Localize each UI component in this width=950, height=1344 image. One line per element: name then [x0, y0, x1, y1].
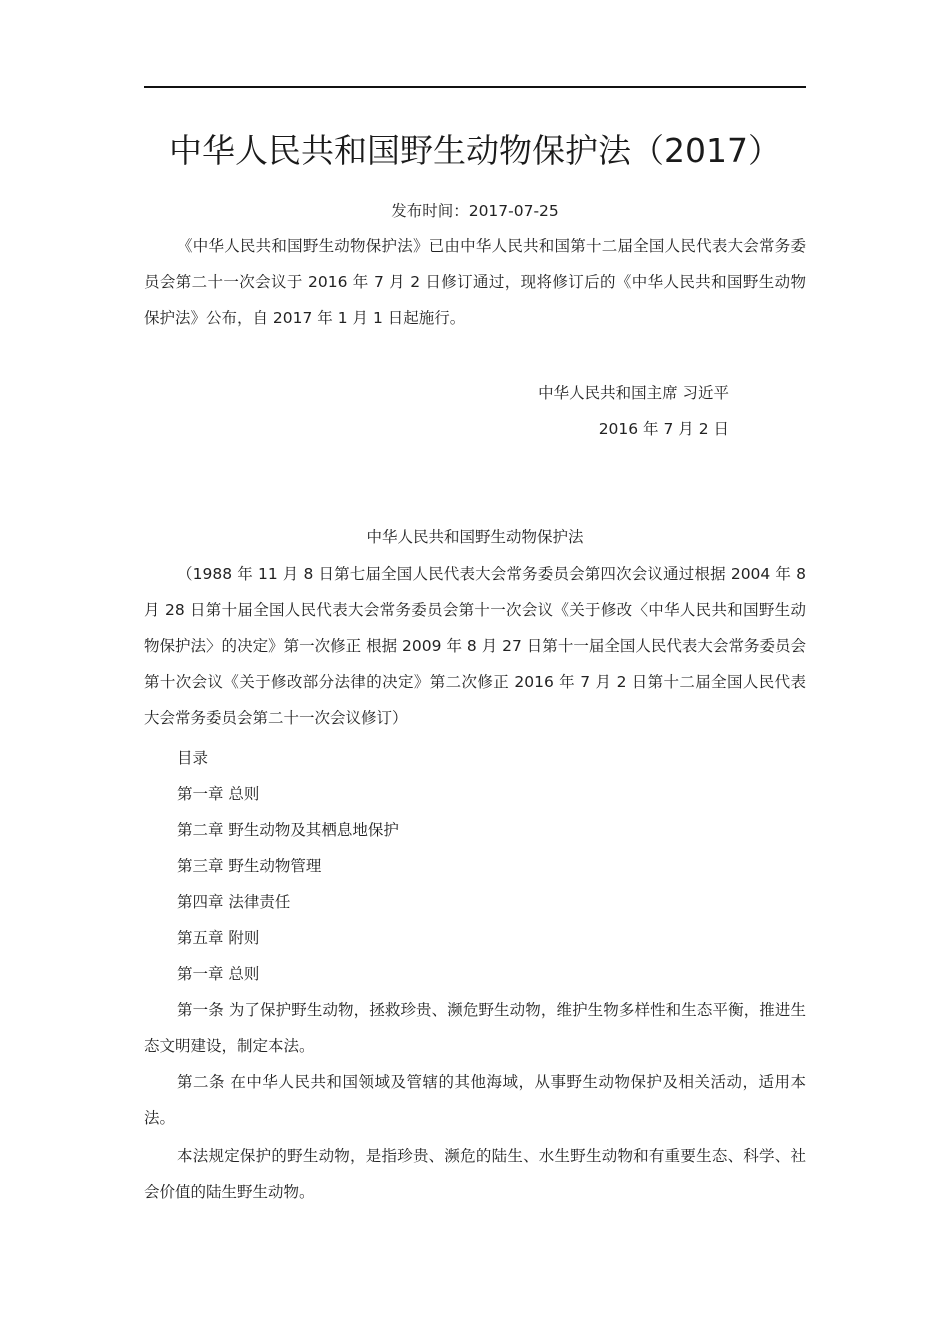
sign-date: 2016 年 7 月 2 日	[598, 420, 729, 438]
toc-item: 第五章 附则	[177, 929, 260, 947]
article-2-paragraph-2: 本法规定保护的野生动物，是指珍贵、濒危的陆生、水生野生动物和有重要生态、科学、社会价值的陆生野生动物。	[144, 1147, 806, 1201]
document-title: 中华人民共和国野生动物保护法（2017）	[169, 131, 781, 170]
announcement-paragraph: 《中华人民共和国野生动物保护法》已由中华人民共和国第十二届全国人民代表大会常务委员会第二十一次会议于 2016 年 7 月 2 日修订通过，现将修订后的《中华人民共和国野生动物保护法》公布，自 2017 年 1 月 1 日起施行。	[144, 237, 806, 327]
header-rule	[144, 86, 806, 88]
toc-item: 第二章 野生动物及其栖息地保护	[177, 821, 399, 839]
amendment-history: （1988 年 11 月 8 日第七届全国人民代表大会常务委员会第四次会议通过根据 2004 年 8 月 28 日第十届全国人民代表大会常务委员会第十一次会议《关于修改〈中华人民共和国野生动物保护法〉的决定》第一次修正 根据 2009 年 8 月 27 日第十一届全国人民代表大会常务委员会第十次会议《关于修改部分法律的决定》第二次修正 2016 年 7 月 2 日第十二届全国人民代表大会常务委员会第二十一次会议修订）	[144, 565, 806, 727]
law-title: 中华人民共和国野生动物保护法	[366, 528, 584, 546]
toc-item: 第一章 总则	[177, 785, 260, 803]
toc-item: 第三章 野生动物管理	[177, 857, 322, 875]
toc-item: 第四章 法律责任	[177, 893, 291, 911]
toc-heading: 目录	[177, 749, 209, 767]
publish-time: 发布时间：2017-07-25	[391, 202, 559, 220]
article-2: 第二条 在中华人民共和国领域及管辖的其他海域，从事野生动物保护及相关活动，适用本法。	[144, 1073, 806, 1127]
signatory: 中华人民共和国主席 习近平	[538, 384, 729, 402]
article-1: 第一条 为了保护野生动物，拯救珍贵、濒危野生动物，维护生物多样性和生态平衡，推进生态文明建设，制定本法。	[144, 1001, 806, 1055]
chapter-heading: 第一章 总则	[177, 965, 260, 983]
